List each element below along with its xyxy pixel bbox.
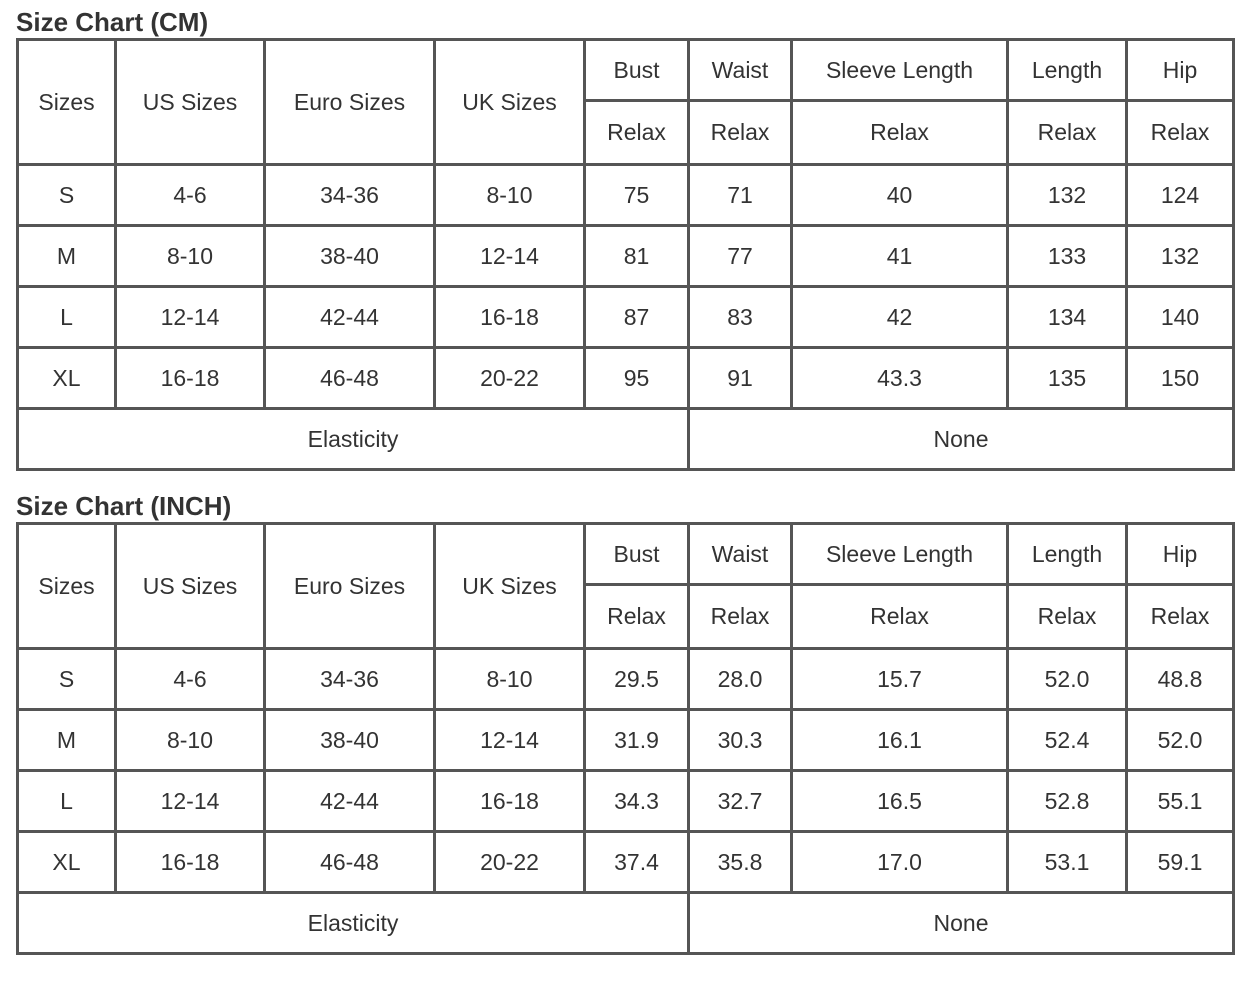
- header-row: [16, 38, 1235, 102]
- cell-sleeve: 17.0: [793, 833, 1009, 894]
- header-uk-sizes: UK Sizes: [436, 522, 586, 650]
- subheader-relax: Relax: [793, 586, 1009, 650]
- header-euro-sizes: Euro Sizes: [266, 522, 436, 650]
- cell-uk: 8-10: [436, 166, 586, 227]
- cell-bust: 37.4: [586, 833, 690, 894]
- cell-sleeve: 41: [793, 227, 1009, 288]
- subheader-relax: Relax: [586, 586, 690, 650]
- table-row: [16, 166, 1235, 227]
- cell-size: XL: [16, 833, 117, 894]
- cell-euro: 42-44: [266, 772, 436, 833]
- cell-us: 16-18: [117, 349, 266, 410]
- cell-us: 8-10: [117, 711, 266, 772]
- cell-size: S: [16, 166, 117, 227]
- cell-waist: 35.8: [690, 833, 793, 894]
- cell-size: L: [16, 288, 117, 349]
- cell-euro: 34-36: [266, 650, 436, 711]
- cell-length: 52.8: [1009, 772, 1128, 833]
- size-chart-inch-section: [16, 484, 1235, 955]
- cell-hip: 52.0: [1128, 711, 1235, 772]
- elasticity-label: Elasticity: [16, 410, 690, 471]
- cell-uk: 12-14: [436, 227, 586, 288]
- header-sleeve-length: Sleeve Length: [793, 38, 1009, 102]
- table-row: [16, 288, 1235, 349]
- cell-waist: 28.0: [690, 650, 793, 711]
- cell-bust: 95: [586, 349, 690, 410]
- table-row: [16, 227, 1235, 288]
- header-sleeve-length: Sleeve Length: [793, 522, 1009, 586]
- cell-euro: 38-40: [266, 227, 436, 288]
- cell-size: XL: [16, 349, 117, 410]
- cell-us: 12-14: [117, 288, 266, 349]
- header-waist: Waist: [690, 522, 793, 586]
- subheader-relax: Relax: [586, 102, 690, 166]
- header-euro-sizes: Euro Sizes: [266, 38, 436, 166]
- cell-uk: 20-22: [436, 833, 586, 894]
- cell-uk: 20-22: [436, 349, 586, 410]
- header-length: Length: [1009, 522, 1128, 586]
- cell-length: 132: [1009, 166, 1128, 227]
- cell-size: L: [16, 772, 117, 833]
- elasticity-value: None: [690, 894, 1235, 955]
- cell-length: 52.0: [1009, 650, 1128, 711]
- header-bust: Bust: [586, 38, 690, 102]
- cell-hip: 150: [1128, 349, 1235, 410]
- cell-bust: 75: [586, 166, 690, 227]
- cell-hip: 132: [1128, 227, 1235, 288]
- table-row: [16, 772, 1235, 833]
- header-us-sizes: US Sizes: [117, 522, 266, 650]
- elasticity-label: Elasticity: [16, 894, 690, 955]
- cell-length: 134: [1009, 288, 1128, 349]
- cell-sleeve: 15.7: [793, 650, 1009, 711]
- cell-euro: 46-48: [266, 349, 436, 410]
- elasticity-row: [16, 894, 1235, 955]
- cell-us: 4-6: [117, 166, 266, 227]
- size-chart-cm-table: [16, 38, 1235, 471]
- cell-bust: 31.9: [586, 711, 690, 772]
- size-chart-inch-table: [16, 522, 1235, 955]
- cell-bust: 34.3: [586, 772, 690, 833]
- cell-bust: 81: [586, 227, 690, 288]
- header-sizes: Sizes: [16, 38, 117, 166]
- cell-euro: 34-36: [266, 166, 436, 227]
- header-us-sizes: US Sizes: [117, 38, 266, 166]
- header-sizes: Sizes: [16, 522, 117, 650]
- cell-waist: 30.3: [690, 711, 793, 772]
- size-chart-cm-section: [16, 0, 1235, 471]
- cell-us: 8-10: [117, 227, 266, 288]
- cell-length: 52.4: [1009, 711, 1128, 772]
- cell-uk: 16-18: [436, 288, 586, 349]
- subheader-relax: Relax: [1128, 586, 1235, 650]
- subheader-relax: Relax: [1009, 102, 1128, 166]
- cell-length: 135: [1009, 349, 1128, 410]
- elasticity-row: [16, 410, 1235, 471]
- cell-hip: 124: [1128, 166, 1235, 227]
- table-row: [16, 711, 1235, 772]
- cell-euro: 38-40: [266, 711, 436, 772]
- cell-hip: 59.1: [1128, 833, 1235, 894]
- cell-bust: 29.5: [586, 650, 690, 711]
- table-row: [16, 650, 1235, 711]
- cell-size: M: [16, 711, 117, 772]
- header-waist: Waist: [690, 38, 793, 102]
- cell-us: 12-14: [117, 772, 266, 833]
- cell-sleeve: 43.3: [793, 349, 1009, 410]
- cell-uk: 16-18: [436, 772, 586, 833]
- cell-sleeve: 40: [793, 166, 1009, 227]
- subheader-relax: Relax: [1009, 586, 1128, 650]
- table-row: [16, 349, 1235, 410]
- cell-euro: 42-44: [266, 288, 436, 349]
- cell-waist: 71: [690, 166, 793, 227]
- cell-hip: 140: [1128, 288, 1235, 349]
- header-length: Length: [1009, 38, 1128, 102]
- size-chart-cm-title: Size Chart (CM): [16, 7, 209, 37]
- table-row: [16, 833, 1235, 894]
- cell-hip: 48.8: [1128, 650, 1235, 711]
- cell-sleeve: 16.5: [793, 772, 1009, 833]
- cell-us: 4-6: [117, 650, 266, 711]
- cell-uk: 8-10: [436, 650, 586, 711]
- subheader-relax: Relax: [1128, 102, 1235, 166]
- cell-sleeve: 16.1: [793, 711, 1009, 772]
- cell-us: 16-18: [117, 833, 266, 894]
- cell-length: 53.1: [1009, 833, 1128, 894]
- elasticity-value: None: [690, 410, 1235, 471]
- header-row: [16, 522, 1235, 586]
- subheader-relax: Relax: [690, 586, 793, 650]
- size-chart-inch-title: Size Chart (INCH): [16, 491, 232, 521]
- cell-waist: 77: [690, 227, 793, 288]
- cell-sleeve: 42: [793, 288, 1009, 349]
- header-hip: Hip: [1128, 38, 1235, 102]
- cell-waist: 83: [690, 288, 793, 349]
- cell-waist: 91: [690, 349, 793, 410]
- header-bust: Bust: [586, 522, 690, 586]
- header-hip: Hip: [1128, 522, 1235, 586]
- cell-length: 133: [1009, 227, 1128, 288]
- cell-hip: 55.1: [1128, 772, 1235, 833]
- subheader-relax: Relax: [793, 102, 1009, 166]
- cell-waist: 32.7: [690, 772, 793, 833]
- header-uk-sizes: UK Sizes: [436, 38, 586, 166]
- cell-bust: 87: [586, 288, 690, 349]
- cell-euro: 46-48: [266, 833, 436, 894]
- cell-uk: 12-14: [436, 711, 586, 772]
- subheader-relax: Relax: [690, 102, 793, 166]
- cell-size: M: [16, 227, 117, 288]
- cell-size: S: [16, 650, 117, 711]
